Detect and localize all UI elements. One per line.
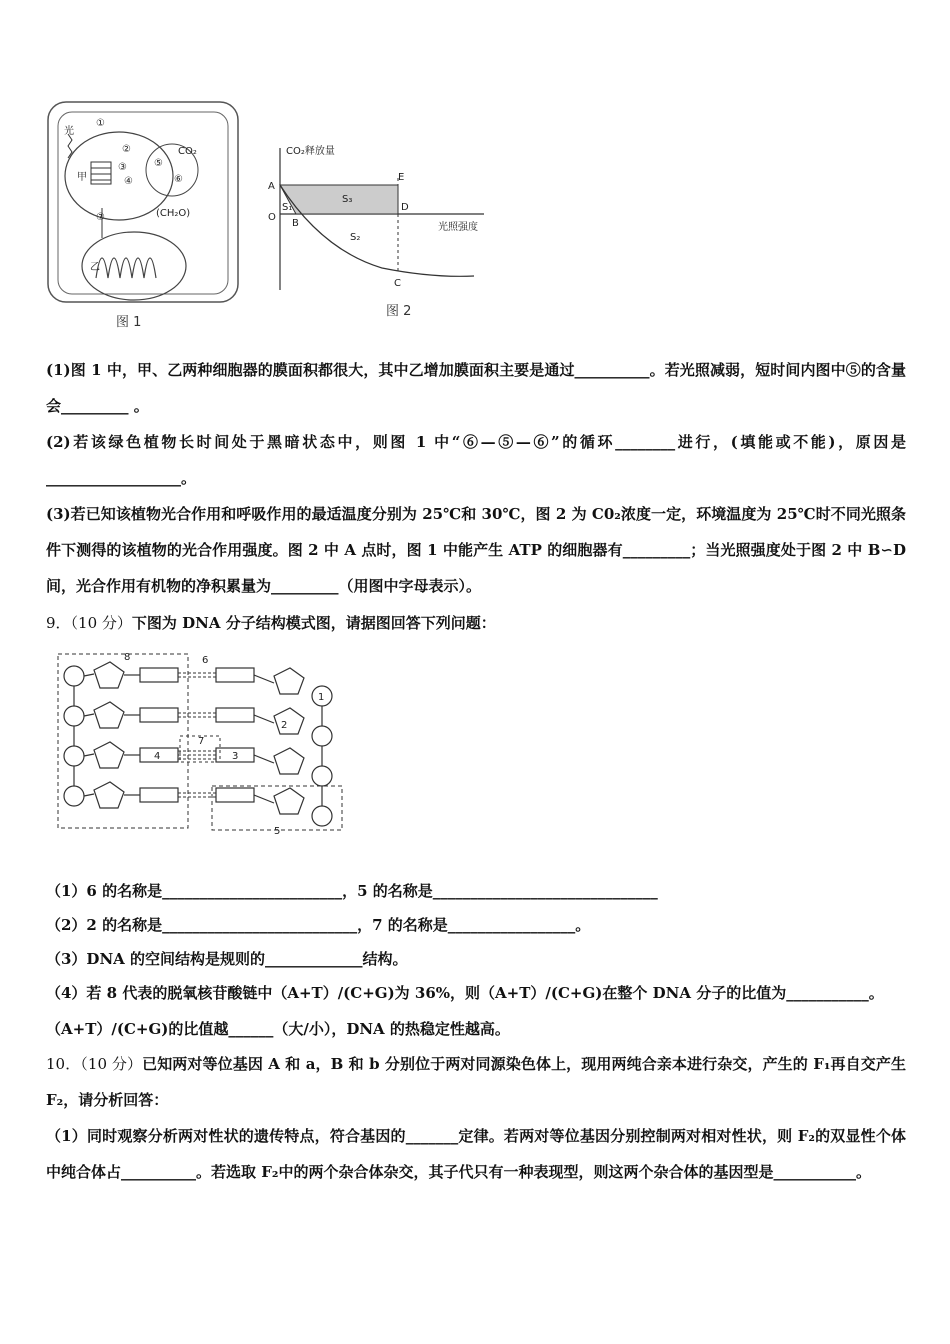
q10-number: 10．（10 分）: [46, 1055, 143, 1073]
label-3: ③: [118, 162, 127, 173]
label-1: ①: [96, 118, 105, 129]
q10-sub1: （1）同时观察分析两对性状的遗传特点，符合基因的_______定律。若两对等位基因分别控制两对相对性状，则 F₂的双显性个体中纯合体占__________。若选取 F₂中的两个杂合体杂交，其子代只有一种表现型，则这两个杂合体的基因型是___________。: [46, 1127, 906, 1181]
label-2: ②: [122, 144, 131, 155]
point-b: B: [292, 218, 299, 229]
label-5: 5: [274, 826, 281, 834]
light-label: 光: [64, 126, 74, 137]
dna-structure-diagram: [52, 648, 347, 834]
q10-heading: [46, 1046, 906, 1118]
q8-part1: (1)图 1 中，甲、乙两种细胞器的膜面积都很大，其中乙增加膜面积主要是通过__________。若光照减弱，短时间内图中⑤的含量会_________ 。: [46, 361, 906, 415]
label-4: ④: [124, 176, 133, 187]
yi-label: 乙: [90, 262, 100, 273]
q9-sub5: （A+T）/(C+G)的比值越______（大/小），DNA 的热稳定性越高。: [46, 1020, 510, 1038]
label-4: 4: [154, 751, 161, 762]
label-6: ⑥: [174, 174, 183, 185]
y-axis-label: CO₂释放量: [286, 146, 335, 157]
grana: [91, 162, 111, 184]
label-6: 6: [202, 655, 209, 666]
q9-heading: [46, 612, 496, 633]
label-7: ⑦: [96, 212, 105, 223]
figure1-caption: 图 1: [116, 315, 142, 330]
q9-sub4: （4）若 8 代表的脱氧核苷酸链中（A+T）/(C+G)为 36%，则（A+T）/(C+G)在整个 DNA 分子的比值为___________。: [46, 984, 884, 1002]
label-5: ⑤: [154, 158, 163, 169]
q8-part2: (2)若该绿色植物长时间处于黑暗状态中，则图 1 中“⑥—⑤—⑥”的循环________进行，(填能或不能)，原因是__________________。: [46, 433, 906, 487]
q8-part3: (3)若已知该植物光合作用和呼吸作用的最适温度分别为 25℃和 30℃，图 2 为 C0₂浓度一定，环境温度为 25℃时不同光照条件下测得的该植物的光合作用强度。图 2 中 A 点时，图 1 中能产生 ATP 的细胞器有_________；当光照强度处于图 2 中 B∽D 间，光合作用有机物的净积累量为_________（用图中字母表示）。: [46, 505, 906, 595]
figure2-caption: 图 2: [386, 304, 412, 319]
q9-number: 9．（10 分）: [46, 614, 132, 632]
figure1-cell-diagram: [44, 98, 244, 334]
figure2-graph: [262, 140, 487, 320]
cristae: [96, 258, 156, 278]
q10-stem: 已知两对等位基因 A 和 a，B 和 b 分别位于两对同源染色体上，现用两纯合亲本进行杂交，产生的 F₁再自交产生 F₂，请分析回答：: [46, 1055, 906, 1109]
q9-sub3: （3）DNA 的空间结构是规则的_____________结构。: [46, 950, 408, 968]
q9-sub1: （1）6 的名称是________________________，5 的名称是______________________________: [46, 882, 658, 900]
x-axis-label: 光照强度: [438, 222, 478, 233]
cell-membrane: [58, 112, 228, 294]
q9-sub2: （2）2 的名称是__________________________，7 的名称是_________________。: [46, 916, 591, 934]
co2-label: CO₂: [178, 146, 197, 157]
label-1: 1: [318, 692, 325, 703]
label-7: 7: [198, 736, 205, 747]
hydrogen-bonds: [178, 673, 216, 797]
left-strand: [64, 662, 124, 808]
area-s2: S₂: [350, 232, 361, 243]
point-a: A: [268, 181, 275, 192]
point-e: E: [398, 172, 405, 183]
label-3: 3: [232, 751, 239, 762]
area-s3: S₃: [342, 194, 353, 205]
ch2o-label: (CH₂O): [156, 208, 191, 219]
point-c: C: [394, 278, 401, 289]
q9-stem: 下图为 DNA 分子结构模式图，请据图回答下列问题：: [131, 614, 496, 632]
point-d: D: [401, 202, 409, 213]
jia-label: 甲: [77, 172, 87, 183]
label-8: 8: [124, 652, 131, 663]
label-2: 2: [281, 720, 288, 731]
area-s1: S₁: [282, 202, 293, 213]
point-o: O: [268, 212, 276, 223]
